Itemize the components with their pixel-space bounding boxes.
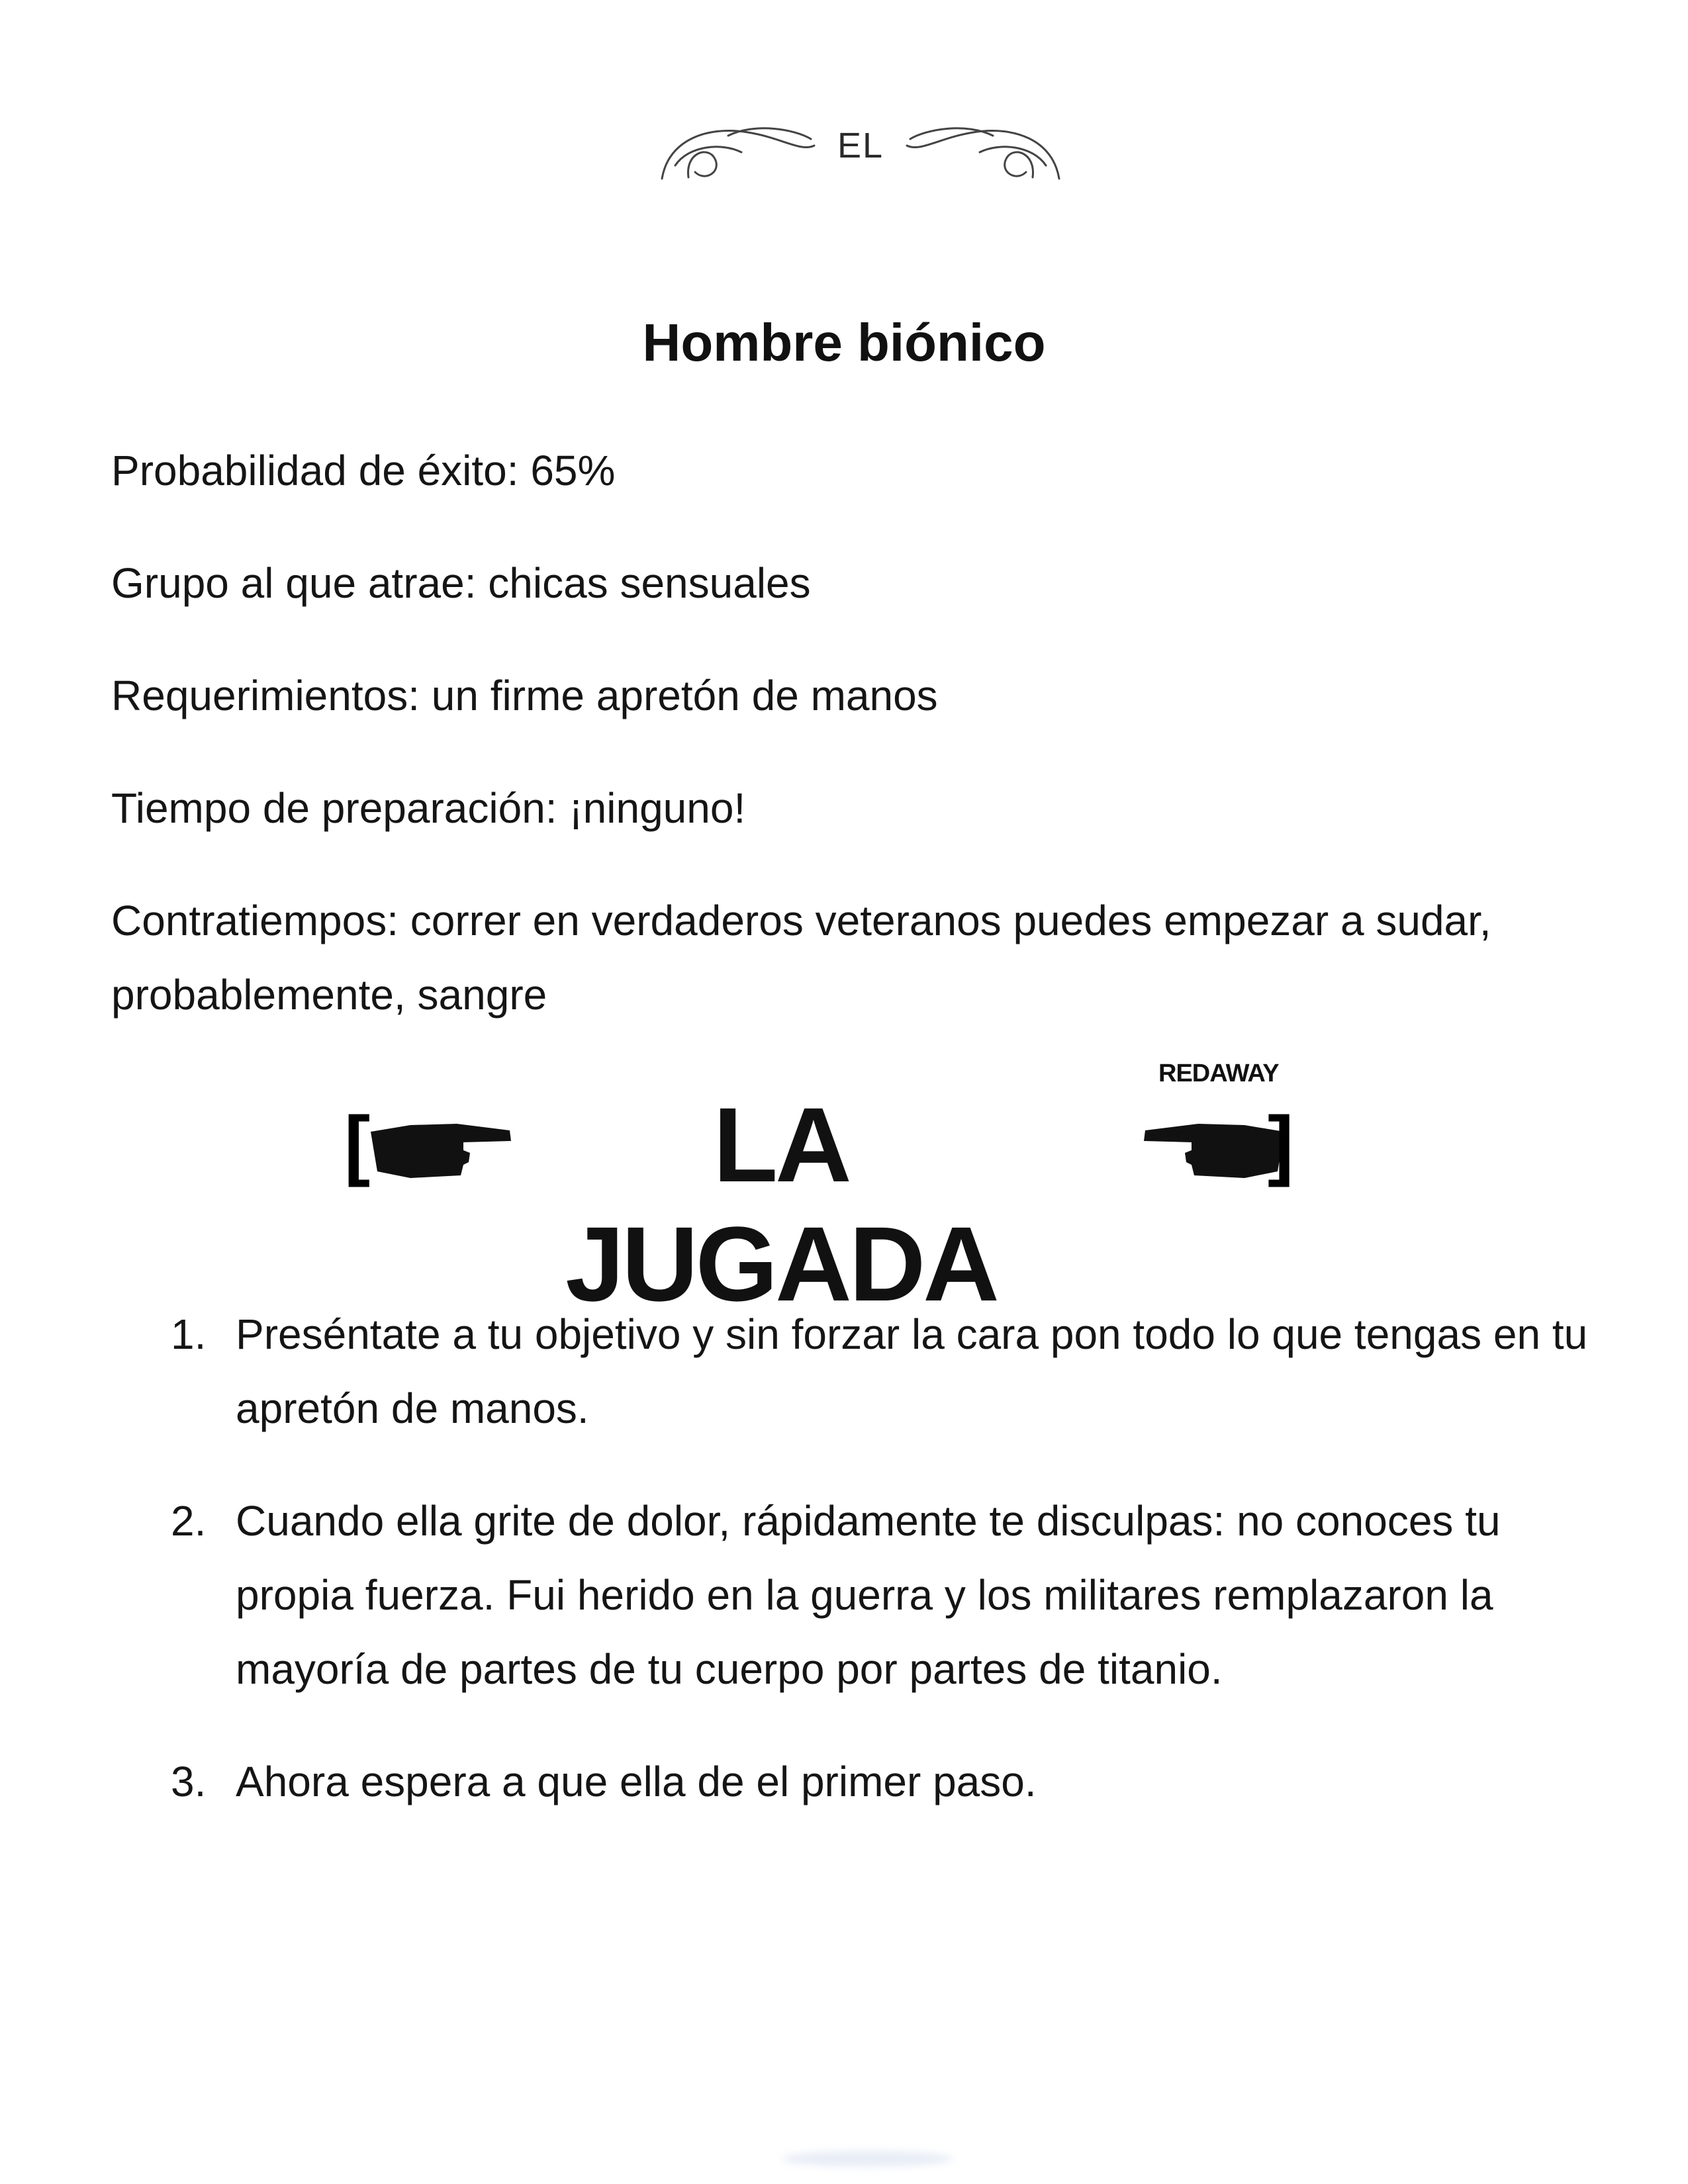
right-bracket: ] [1268, 1101, 1294, 1188]
left-bracket: [ [344, 1101, 371, 1188]
step-text: Preséntate a tu objetivo y sin forzar la cara pon todo lo que tengas en tu apretón de manos. [236, 1310, 1588, 1432]
play-banner [331, 1059, 1297, 1323]
ornament-label: EL [837, 126, 884, 165]
info-requirements: Requerimientos: un firme apretón de manos [111, 672, 938, 719]
step-number: 1. [171, 1310, 207, 1358]
step-text: Cuando ella grite de dolor, rápidamente te disculpas: no conoces tu propia fuerza. Fui herido en la guerra y los militares remplazaron la mayoría de partes de tu cuerpo por partes de titanio. [236, 1497, 1501, 1693]
list-item [165, 1484, 1589, 1706]
info-prep-time: Tiempo de preparación: ¡ninguno! [111, 784, 746, 832]
step-text: Ahora espera a que ella de el primer paso. [236, 1758, 1037, 1805]
brand-label: REDAWAY [1158, 1060, 1279, 1087]
pointing-hand-right-icon [364, 1112, 516, 1185]
page-title: Hombre biónico [642, 313, 1046, 372]
step-number: 2. [171, 1497, 207, 1545]
info-success-probability: Probabilidad de éxito: 65% [111, 447, 616, 494]
footer-smudge [781, 2151, 953, 2167]
list-item [165, 1297, 1589, 1445]
banner-title: LA JUGADA [565, 1085, 997, 1323]
list-item [165, 1745, 1589, 1819]
info-target-group: Grupo al que atrae: chicas sensuales [111, 559, 811, 607]
header-ornament [649, 99, 1072, 192]
step-number: 3. [171, 1758, 207, 1805]
steps-list [165, 1297, 1589, 1857]
info-setbacks: Contratiempos: correr en verdaderos veteranos puedes empezar a sudar, probablemente, sangre [111, 897, 1491, 1019]
